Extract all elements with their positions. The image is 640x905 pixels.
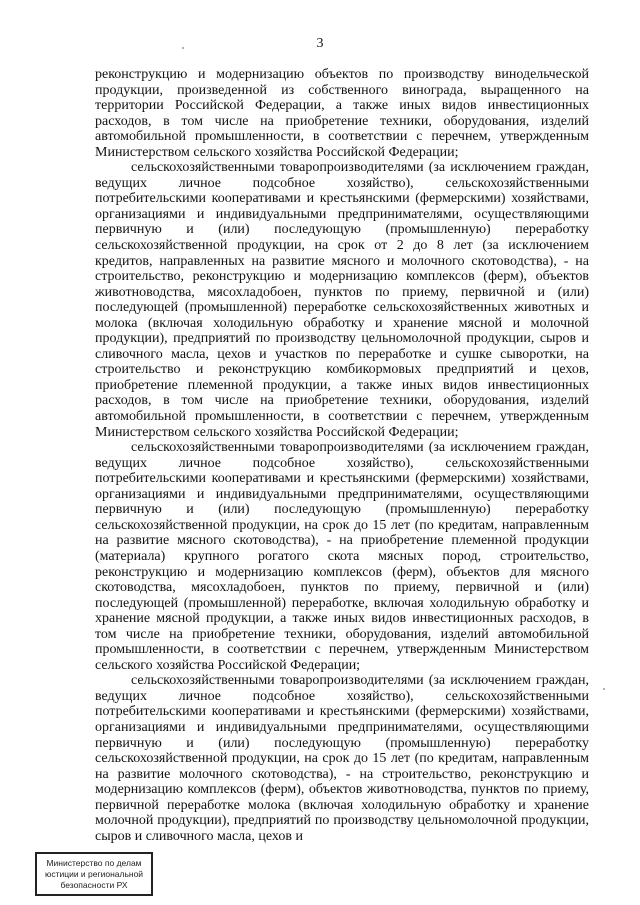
stamp-line-justice: юстиции и региональной: [44, 869, 144, 879]
paragraph-continuation: реконструкцию и модернизацию объектов по производству винодельческой продукции, произведенной из собственного винограда, выращенного на территории Российской Федерации, а также иных видов инвестиционных расходов, в том числе на приобретение техники, оборудования, изделий автомобильной промышленности, в соответствии с перечнем, утвержденным Министерством сельского хозяйства Российской Федерации;: [95, 67, 589, 160]
stamp-line-security: безопасности РХ: [60, 880, 128, 890]
registration-stamp: [35, 852, 153, 896]
paragraph-livestock-processing: сельскохозяйственными товаропроизводителями (за исключением граждан, ведущих личное подсобное хозяйство), сельскохозяйственными потребительскими кооперативами и крестьянскими (фермерскими) хозяйствами, организациями и индивидуальными предпринимателями, осуществляющими первичную и (или) последующую (промышленную) переработку сельскохозяйственной продукции, на срок от 2 до 8 лет (за исключением кредитов, направленных на развитие мясного и молочного скотоводства), - на строительство, реконструкцию и модернизацию комплексов (ферм), объектов животноводства, мясохладобоен, пунктов по приему, первичной и (или) последующей (промышленной) переработке сельскохозяйственных животных и молока (включая холодильную обработку и хранение мясной и молочной продукции), предприятий по производству цельномолочной продукции, сыров и сливочного масла, цехов и участков по переработке и сушке сыворотки, на строительство и реконструкцию комбикормовых предприятий и цехов, приобретение племенной продукции, а также иных видов инвестиционных расходов, в том числе на приобретение техники, оборудования, изделий автомобильной промышленности, в соответствии с перечнем, утвержденным Министерством сельского хозяйства Российской Федерации;: [95, 160, 589, 440]
document-body: [95, 67, 589, 844]
paragraph-dairy-cattle: сельскохозяйственными товаропроизводителями (за исключением граждан, ведущих личное подсобное хозяйство), сельскохозяйственными потребительскими кооперативами и крестьянскими (фермерскими) хозяйствами, организациями и индивидуальными предпринимателями, осуществляющими первичную и (или) последующую (промышленную) переработку сельскохозяйственной продукции, на срок до 15 лет (по кредитам, направленным на развитие молочного скотоводства), - на строительство, реконструкцию и модернизацию комплексов (ферм), объектов животноводства, пунктов по приему, первичной переработке молока (включая холодильную обработку и хранение молочной продукции), предприятий по производству цельномолочной продукции, сыров и сливочного масла, цехов и: [95, 673, 589, 844]
scan-speck: [182, 47, 184, 49]
paragraph-beef-cattle: сельскохозяйственными товаропроизводителями (за исключением граждан, ведущих личное подсобное хозяйство), сельскохозяйственными потребительскими кооперативами и крестьянскими (фермерскими) хозяйствами, организациями и индивидуальными предпринимателями, осуществляющими первичную и (или) последующую (промышленную) переработку сельскохозяйственной продукции, на срок до 15 лет (по кредитам, направленным на развитие мясного скотоводства), - на приобретение племенной продукции (материала) крупного рогатого скота мясных пород, строительство, реконструкцию и модернизацию комплексов (ферм), объектов для мясного скотоводства, мясохладобоен, пунктов по приему, первичной и (или) последующей (промышленной) переработке, включая холодильную обработку и хранение мясной продукции, а также иных видов инвестиционных расходов, в том числе на приобретение техники, оборудования, изделий автомобильной промышленности, в соответствии с перечнем, утвержденным Министерством сельского хозяйства Российской Федерации;: [95, 440, 589, 673]
scan-speck: [603, 688, 605, 690]
stamp-line-ministry: Министерство по делам: [46, 858, 142, 868]
page-number: 3: [316, 36, 324, 51]
